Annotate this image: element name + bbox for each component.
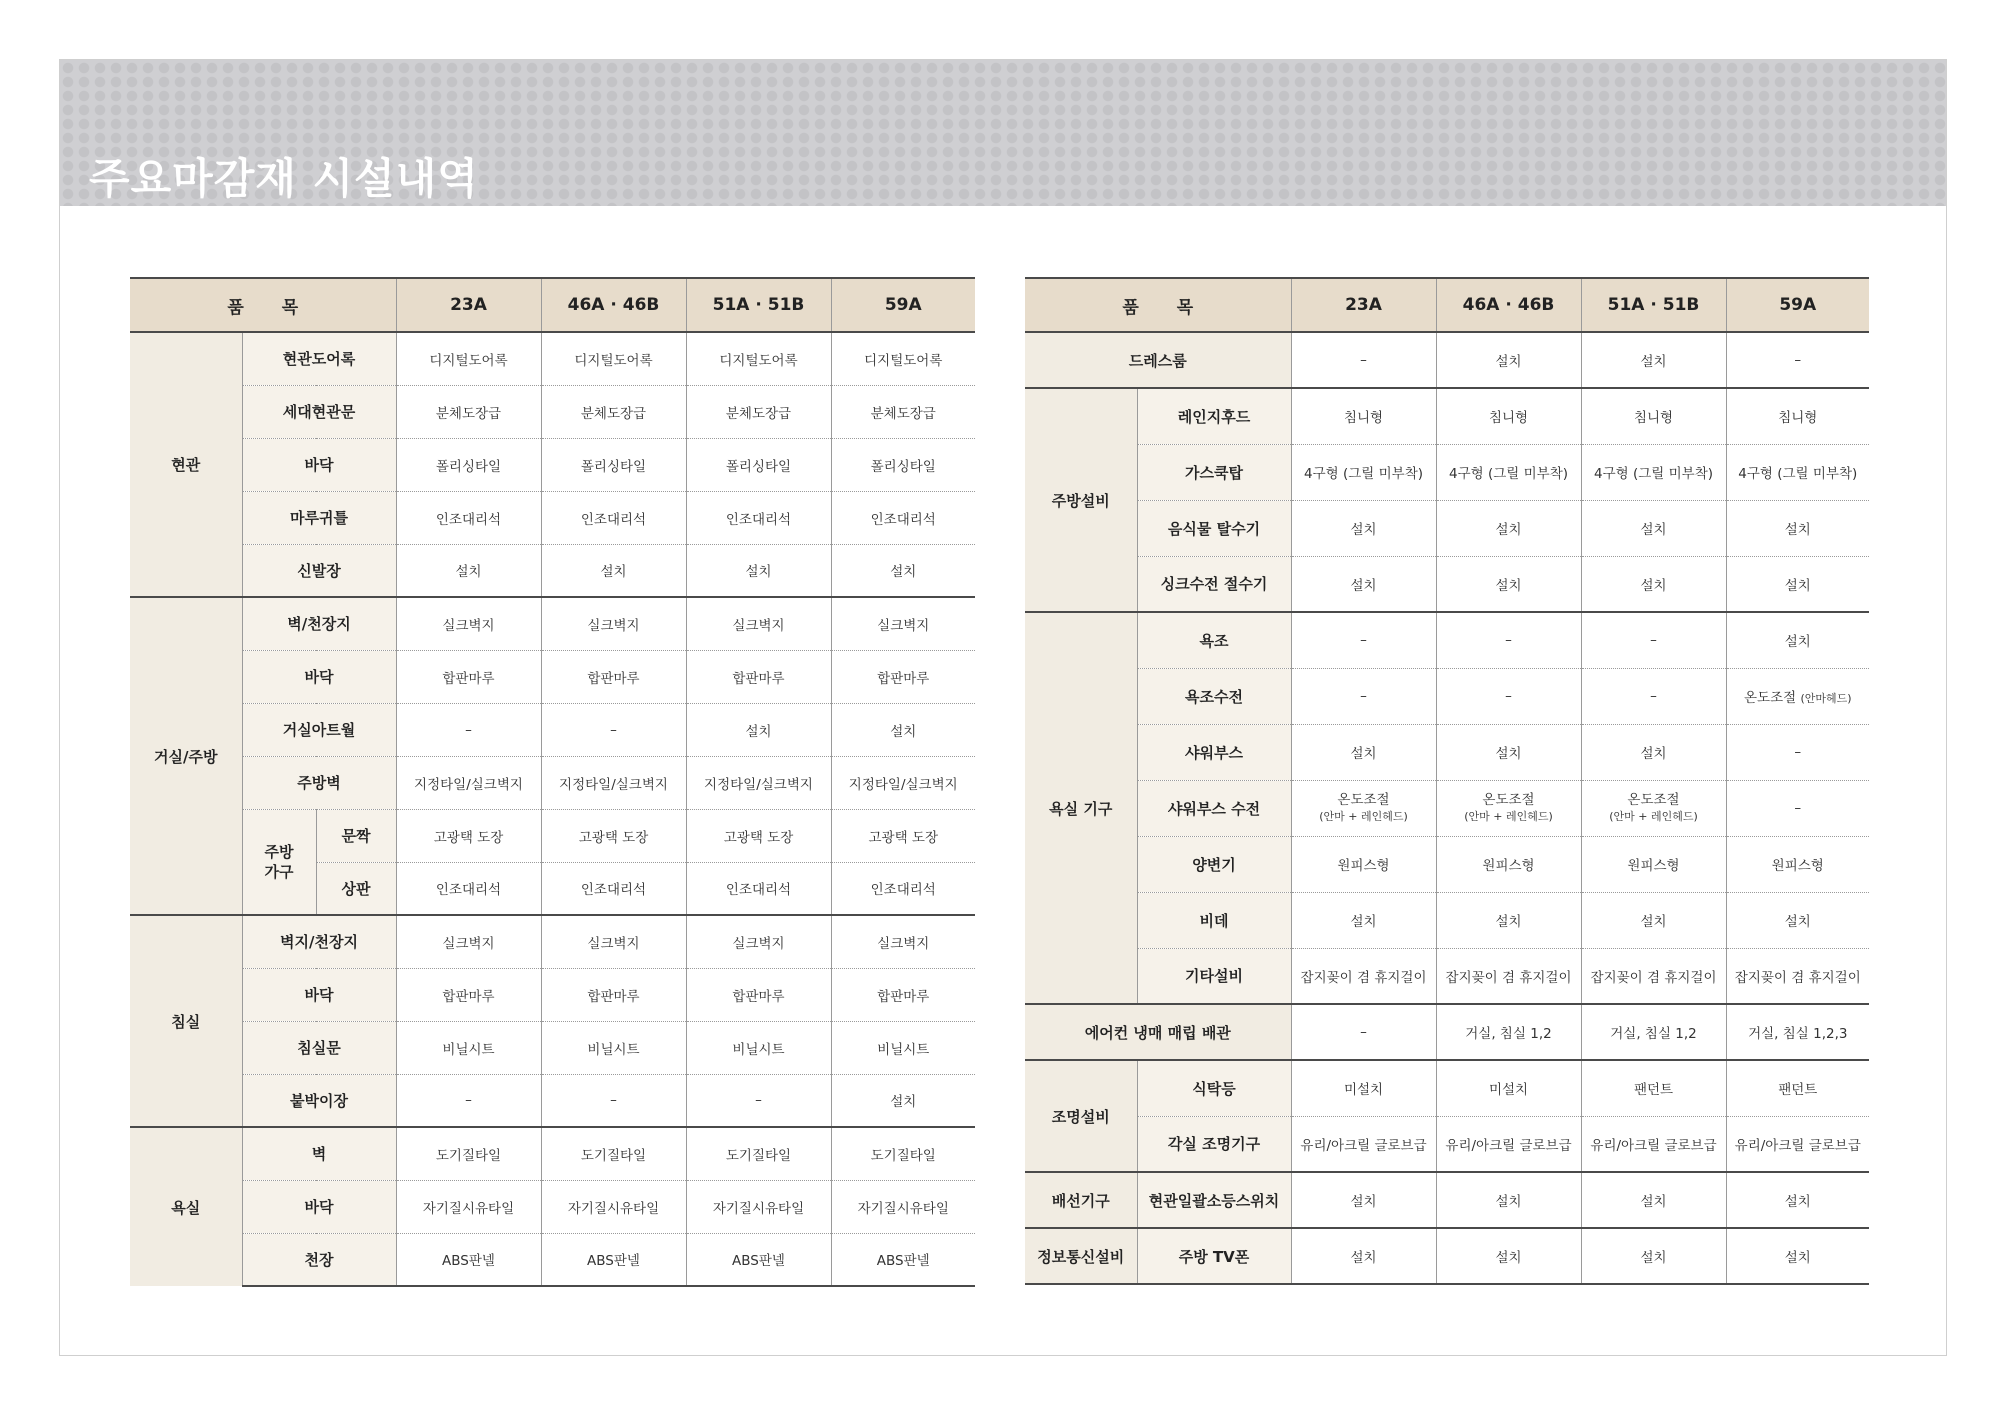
cell: 자기질시유타일 <box>686 1180 831 1233</box>
cell: 설치 <box>1436 332 1581 388</box>
cell: 침니형 <box>1291 388 1436 444</box>
cell: 폴리싱타일 <box>396 438 541 491</box>
cell: 원피스형 <box>1436 836 1581 892</box>
cell: ABS판넬 <box>396 1233 541 1286</box>
cell: – <box>1726 724 1869 780</box>
cell: 설치 <box>1291 1228 1436 1284</box>
cell: 침니형 <box>1436 388 1581 444</box>
cell-sub: (안마 + 레인헤드) <box>1609 810 1698 823</box>
row-label: 기타설비 <box>1137 948 1291 1004</box>
row-label: 바닥 <box>242 1180 396 1233</box>
cell <box>1581 780 1726 836</box>
group-label-bath-fixtures: 욕실 기구 <box>1025 612 1137 1004</box>
table-header-row <box>1025 278 1869 332</box>
cell: 분체도장급 <box>396 385 541 438</box>
cell: 합판마루 <box>686 968 831 1021</box>
group-label-aircon: 에어컨 냉매 매립 배관 <box>1025 1004 1291 1060</box>
cell: – <box>396 703 541 756</box>
cell <box>1726 668 1869 724</box>
cell: – <box>1291 668 1436 724</box>
cell: 침니형 <box>1726 388 1869 444</box>
cell: 실크벽지 <box>541 597 686 650</box>
table-row <box>130 385 975 438</box>
cell: 원피스형 <box>1291 836 1436 892</box>
cell: 인조대리석 <box>831 491 975 544</box>
cell: 설치 <box>1436 556 1581 612</box>
cell: 설치 <box>1291 724 1436 780</box>
cell: 실크벽지 <box>831 915 975 968</box>
cell: – <box>1291 1004 1436 1060</box>
cell: 거실, 침실 1,2,3 <box>1726 1004 1869 1060</box>
cell: 실크벽지 <box>831 597 975 650</box>
cell: – <box>686 1074 831 1127</box>
cell: 설치 <box>831 1074 975 1127</box>
cell: 인조대리석 <box>396 862 541 915</box>
table-row <box>130 438 975 491</box>
table-row <box>130 1074 975 1127</box>
header-59a: 59A <box>1726 278 1869 332</box>
row-label: 침실문 <box>242 1021 396 1074</box>
group-label-entrance: 현관 <box>130 332 242 597</box>
cell: 설치 <box>541 544 686 597</box>
cell: 인조대리석 <box>686 491 831 544</box>
cell: 고광택 도장 <box>831 809 975 862</box>
cell: 설치 <box>1581 556 1726 612</box>
cell: – <box>1436 668 1581 724</box>
cell: 설치 <box>1436 500 1581 556</box>
group-label-dressroom: 드레스룸 <box>1025 332 1291 388</box>
row-label: 거실아트월 <box>242 703 396 756</box>
row-label: 세대현관문 <box>242 385 396 438</box>
cell: 비닐시트 <box>541 1021 686 1074</box>
group-label-bedroom: 침실 <box>130 915 242 1127</box>
table-row <box>1025 556 1869 612</box>
cell: 지정타일/실크벽지 <box>541 756 686 809</box>
cell: 설치 <box>1726 1172 1869 1228</box>
row-label: 바닥 <box>242 968 396 1021</box>
spec-table-left <box>130 277 975 1287</box>
cell: 고광택 도장 <box>686 809 831 862</box>
cell: 도기질타일 <box>686 1127 831 1180</box>
row-label: 양변기 <box>1137 836 1291 892</box>
cell: 폴리싱타일 <box>686 438 831 491</box>
cell: 실크벽지 <box>396 597 541 650</box>
cell: 분체도장급 <box>541 385 686 438</box>
cell: 합판마루 <box>831 968 975 1021</box>
table-row <box>130 1233 975 1286</box>
row-label: 주방 TV폰 <box>1137 1228 1291 1284</box>
cell: 잡지꽂이 겸 휴지걸이 <box>1436 948 1581 1004</box>
header-item: 품 목 <box>1025 278 1291 332</box>
cell: 설치 <box>1726 500 1869 556</box>
cell: 설치 <box>1581 500 1726 556</box>
header-46a: 46A · 46B <box>541 278 686 332</box>
table-row <box>130 544 975 597</box>
cell: 고광택 도장 <box>541 809 686 862</box>
header-item: 품 목 <box>130 278 396 332</box>
cell: 자기질시유타일 <box>396 1180 541 1233</box>
cell-main: 온도조절 <box>1337 792 1390 808</box>
cell: – <box>396 1074 541 1127</box>
cell: 팬던트 <box>1726 1060 1869 1116</box>
cell: 설치 <box>831 703 975 756</box>
cell: 거실, 침실 1,2 <box>1581 1004 1726 1060</box>
cell: 디지털도어록 <box>541 332 686 385</box>
cell: 설치 <box>1726 612 1869 668</box>
cell: 설치 <box>1581 1172 1726 1228</box>
table-row <box>1025 444 1869 500</box>
table-row <box>1025 668 1869 724</box>
table-row <box>1025 948 1869 1004</box>
group-label-lighting: 조명설비 <box>1025 1060 1137 1172</box>
table-row <box>130 1180 975 1233</box>
cell: 유리/아크릴 글로브급 <box>1581 1116 1726 1172</box>
cell: 4구형 (그릴 미부착) <box>1581 444 1726 500</box>
cell: 설치 <box>1291 1172 1436 1228</box>
cell: 합판마루 <box>396 968 541 1021</box>
cell: 미설치 <box>1436 1060 1581 1116</box>
cell: 폴리싱타일 <box>831 438 975 491</box>
cell: 합판마루 <box>541 968 686 1021</box>
row-label: 각실 조명기구 <box>1137 1116 1291 1172</box>
cell: – <box>1291 332 1436 388</box>
cell-sub: (안마 + 레인헤드) <box>1464 810 1553 823</box>
row-label: 욕조수전 <box>1137 668 1291 724</box>
table-row <box>1025 612 1869 668</box>
table-row <box>1025 724 1869 780</box>
cell: 자기질시유타일 <box>541 1180 686 1233</box>
row-label: 벽 <box>242 1127 396 1180</box>
table-row <box>130 968 975 1021</box>
cell: 지정타일/실크벽지 <box>396 756 541 809</box>
row-label: 가스쿡탑 <box>1137 444 1291 500</box>
row-label: 천장 <box>242 1233 396 1286</box>
cell: 비닐시트 <box>686 1021 831 1074</box>
group-label-bath: 욕실 <box>130 1127 242 1286</box>
cell: 분체도장급 <box>831 385 975 438</box>
cell: 4구형 (그릴 미부착) <box>1436 444 1581 500</box>
subgroup-label-line1: 주방 <box>264 842 294 861</box>
cell-main: 온도조절 <box>1743 690 1797 706</box>
row-label: 욕조 <box>1137 612 1291 668</box>
cell: 4구형 (그릴 미부착) <box>1291 444 1436 500</box>
cell: 유리/아크릴 글로브급 <box>1291 1116 1436 1172</box>
cell: 침니형 <box>1581 388 1726 444</box>
cell: 비닐시트 <box>396 1021 541 1074</box>
row-label: 마루귀틀 <box>242 491 396 544</box>
cell: 지정타일/실크벽지 <box>686 756 831 809</box>
cell: ABS판넬 <box>686 1233 831 1286</box>
cell: 합판마루 <box>541 650 686 703</box>
table-row <box>130 597 975 650</box>
cell-sub: (안마헤드) <box>1800 692 1852 705</box>
table-row <box>1025 1004 1869 1060</box>
cell: 설치 <box>1581 332 1726 388</box>
table-row <box>1025 332 1869 388</box>
row-label: 문짝 <box>316 809 396 862</box>
cell: 4구형 (그릴 미부착) <box>1726 444 1869 500</box>
cell: 미설치 <box>1291 1060 1436 1116</box>
header-23a: 23A <box>1291 278 1436 332</box>
cell: 비닐시트 <box>831 1021 975 1074</box>
table-row <box>1025 388 1869 444</box>
page-title: 주요마감재 시설내역 <box>89 154 479 203</box>
table-row <box>130 756 975 809</box>
row-label: 주방벽 <box>242 756 396 809</box>
cell: – <box>1581 668 1726 724</box>
cell: 설치 <box>1436 892 1581 948</box>
cell: 실크벽지 <box>686 597 831 650</box>
row-label: 현관도어록 <box>242 332 396 385</box>
header-51a: 51A · 51B <box>686 278 831 332</box>
cell: 인조대리석 <box>686 862 831 915</box>
cell: 자기질시유타일 <box>831 1180 975 1233</box>
table-row <box>130 703 975 756</box>
cell: – <box>1436 612 1581 668</box>
cell: 잡지꽂이 겸 휴지걸이 <box>1291 948 1436 1004</box>
row-label: 식탁등 <box>1137 1060 1291 1116</box>
cell: 폴리싱타일 <box>541 438 686 491</box>
cell: 디지털도어록 <box>396 332 541 385</box>
cell: – <box>1581 612 1726 668</box>
cell: 도기질타일 <box>541 1127 686 1180</box>
table-row <box>1025 780 1869 836</box>
header-51a: 51A · 51B <box>1581 278 1726 332</box>
table-row <box>1025 836 1869 892</box>
table-row <box>1025 1228 1869 1284</box>
row-label: 벽지/천장지 <box>242 915 396 968</box>
cell: 설치 <box>1726 1228 1869 1284</box>
row-label: 붙박이장 <box>242 1074 396 1127</box>
cell: 원피스형 <box>1726 836 1869 892</box>
cell: 설치 <box>1581 892 1726 948</box>
cell: 설치 <box>396 544 541 597</box>
cell: 설치 <box>831 544 975 597</box>
cell: 인조대리석 <box>831 862 975 915</box>
cell: 인조대리석 <box>396 491 541 544</box>
header-23a: 23A <box>396 278 541 332</box>
cell: ABS판넬 <box>541 1233 686 1286</box>
cell: 설치 <box>1726 556 1869 612</box>
subgroup-label-kitchen-furniture <box>242 809 316 915</box>
cell: 유리/아크릴 글로브급 <box>1726 1116 1869 1172</box>
row-label: 샤워부스 수전 <box>1137 780 1291 836</box>
cell: 실크벽지 <box>686 915 831 968</box>
row-label: 신발장 <box>242 544 396 597</box>
cell: 도기질타일 <box>396 1127 541 1180</box>
row-label: 비데 <box>1137 892 1291 948</box>
table-row <box>130 1021 975 1074</box>
cell: 설치 <box>1581 724 1726 780</box>
cell: 잡지꽂이 겸 휴지걸이 <box>1581 948 1726 1004</box>
cell-main: 온도조절 <box>1482 792 1535 808</box>
table-header-row <box>130 278 975 332</box>
row-label: 바닥 <box>242 438 396 491</box>
table-row <box>1025 1172 1869 1228</box>
table-row <box>130 809 975 862</box>
row-label: 음식물 탈수기 <box>1137 500 1291 556</box>
cell: 인조대리석 <box>541 862 686 915</box>
table-row <box>1025 1060 1869 1116</box>
cell <box>1291 780 1436 836</box>
cell: 설치 <box>1436 1228 1581 1284</box>
group-label-kitchen: 주방설비 <box>1025 388 1137 612</box>
title-banner <box>60 60 1946 206</box>
table-row <box>130 915 975 968</box>
row-label: 바닥 <box>242 650 396 703</box>
row-label: 현관일괄소등스위치 <box>1137 1172 1291 1228</box>
cell: 합판마루 <box>396 650 541 703</box>
cell-sub: (안마 + 레인헤드) <box>1319 810 1408 823</box>
header-46a: 46A · 46B <box>1436 278 1581 332</box>
cell: 도기질타일 <box>831 1127 975 1180</box>
cell: – <box>541 703 686 756</box>
cell: 설치 <box>1726 892 1869 948</box>
cell-main: 온도조절 <box>1627 792 1680 808</box>
cell: 설치 <box>1581 1228 1726 1284</box>
cell: 설치 <box>1291 892 1436 948</box>
cell: 유리/아크릴 글로브급 <box>1436 1116 1581 1172</box>
cell: 고광택 도장 <box>396 809 541 862</box>
cell: – <box>1291 612 1436 668</box>
cell: 팬던트 <box>1581 1060 1726 1116</box>
group-label-telecom: 정보통신설비 <box>1025 1228 1137 1284</box>
cell: ABS판넬 <box>831 1233 975 1286</box>
subgroup-label-line2: 가구 <box>264 862 294 881</box>
cell: 실크벽지 <box>396 915 541 968</box>
group-label-living: 거실/주방 <box>130 597 242 915</box>
cell: 거실, 침실 1,2 <box>1436 1004 1581 1060</box>
row-label: 상판 <box>316 862 396 915</box>
cell: 설치 <box>686 703 831 756</box>
spec-table-right <box>1025 277 1869 1285</box>
row-label: 벽/천장지 <box>242 597 396 650</box>
cell: – <box>1726 332 1869 388</box>
cell: 디지털도어록 <box>686 332 831 385</box>
cell: – <box>541 1074 686 1127</box>
group-label-wiring: 배선기구 <box>1025 1172 1137 1228</box>
cell: 실크벽지 <box>541 915 686 968</box>
table-row <box>130 332 975 385</box>
cell: 디지털도어록 <box>831 332 975 385</box>
cell: 인조대리석 <box>541 491 686 544</box>
cell <box>1436 780 1581 836</box>
table-row <box>130 1127 975 1180</box>
table-row <box>1025 500 1869 556</box>
cell: 지정타일/실크벽지 <box>831 756 975 809</box>
cell: 설치 <box>1436 724 1581 780</box>
table-row <box>1025 1116 1869 1172</box>
table-row <box>130 491 975 544</box>
cell: 설치 <box>686 544 831 597</box>
cell: 합판마루 <box>686 650 831 703</box>
cell: – <box>1726 780 1869 836</box>
cell: 합판마루 <box>831 650 975 703</box>
header-59a: 59A <box>831 278 975 332</box>
table-row <box>1025 892 1869 948</box>
table-row <box>130 650 975 703</box>
cell: 설치 <box>1436 1172 1581 1228</box>
row-label: 싱크수전 절수기 <box>1137 556 1291 612</box>
cell: 원피스형 <box>1581 836 1726 892</box>
cell: 설치 <box>1291 556 1436 612</box>
row-label: 샤워부스 <box>1137 724 1291 780</box>
cell: 설치 <box>1291 500 1436 556</box>
cell: 분체도장급 <box>686 385 831 438</box>
cell: 잡지꽂이 겸 휴지걸이 <box>1726 948 1869 1004</box>
row-label: 레인지후드 <box>1137 388 1291 444</box>
